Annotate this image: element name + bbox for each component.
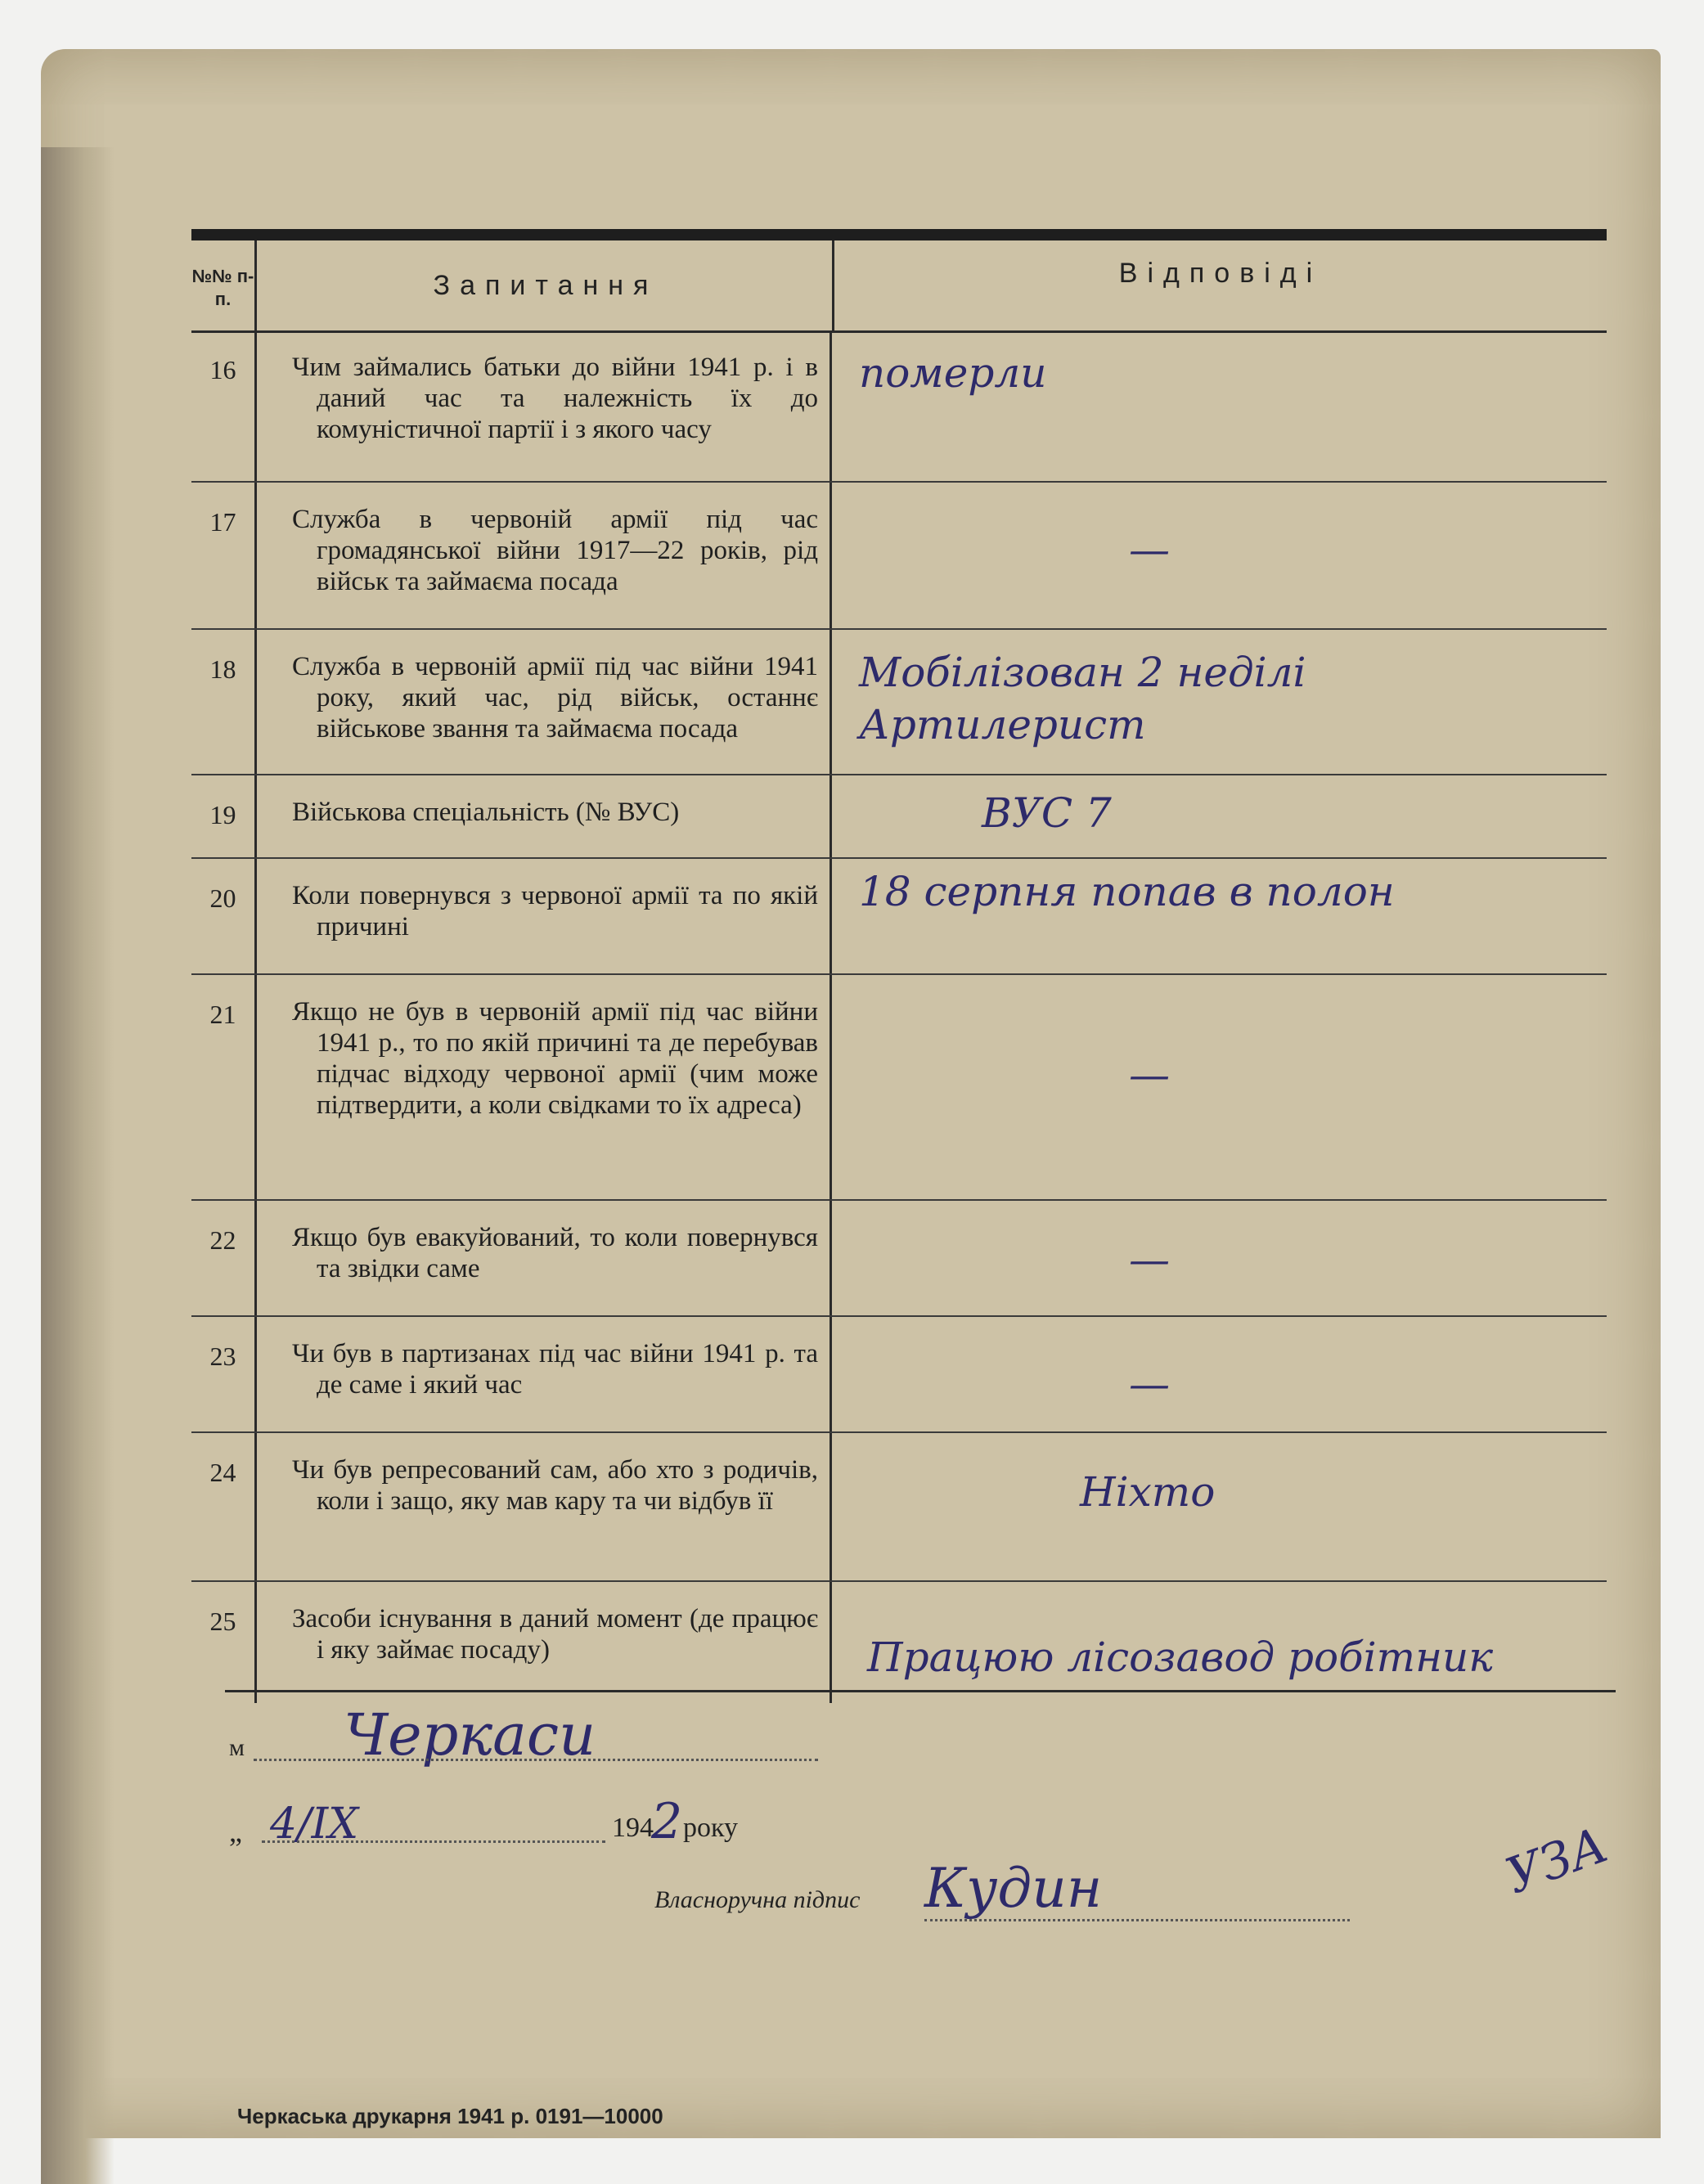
row-answer: Ніхто [1080,1468,1216,1516]
printer-imprint: Черкаська друкарня 1941 р. 0191—10000 [237,2104,663,2128]
questionnaire-table [191,330,1607,1703]
row-number: 17 [191,483,257,628]
number-column-header: №№ п-п. [191,240,257,330]
row-question: Якщо не був в червоній армії під час війни 1941 р., то по якій причині та де перебував підчас відходу червоної армії (чим може підтвердити, а коли свідками то їх адреса) [259,975,832,1199]
row-question: Якщо був евакуйований, то коли повернувся та звідки саме [259,1201,832,1315]
table-row [191,859,1607,975]
place-label: м [229,1734,245,1761]
table-row [191,1317,1607,1433]
table-row [191,1582,1607,1703]
signature: Кудин [924,1857,1103,1920]
row-answer: — [1129,1051,1170,1099]
date-dotted-line [262,1840,605,1843]
row-answer: померли [859,349,1047,397]
table-row [191,1201,1607,1317]
header-rule [191,229,1607,240]
date-value: 4/ІХ [270,1800,359,1849]
row-question: Засоби існування в даний момент (де працює і яку займає посаду) [259,1582,832,1703]
row-answer: — [1129,1360,1170,1408]
row-answer: Працюю лісозавод робітник [867,1634,1494,1681]
row-question: Коли повернувся з червоної армії та по якій причині [259,859,832,973]
table-header [191,240,1607,333]
row-number: 21 [191,975,257,1199]
bottom-rule [225,1690,1616,1692]
table-row [191,975,1607,1201]
year-prefix: 194 [612,1813,654,1843]
row-question: Військова спеціальність (№ ВУС) [259,775,832,857]
row-answer: Мобілізован 2 неділі Артилерист [859,649,1306,748]
signature-dotted-line [924,1919,1350,1921]
table-row [191,1433,1607,1582]
row-number: 25 [191,1582,257,1703]
row-question: Служба в червоній армії під час війни 1941 року, який час, рід військ, останнє військове звання та займаєма посада [259,630,832,774]
handwritten-initials: УЗА [1498,1816,1616,1906]
row-answer: ВУС 7 [982,789,1112,837]
page-edge [41,147,115,2184]
row-question: Чи був в партизанах під час війни 1941 р. та де саме і який час [259,1317,832,1431]
signature-label: Власноручна підпис [654,1886,861,1913]
place-dotted-line [254,1759,818,1761]
row-number: 16 [191,330,257,481]
row-number: 18 [191,630,257,774]
row-question: Чим займались батьки до війни 1941 р. і в даний час та належність їх до комуністичної партії і з якого часу [259,330,832,481]
year-suffix: року [683,1813,739,1843]
table-row [191,630,1607,775]
row-answer: 18 серпня попав в полон [859,868,1395,915]
row-answer: — [1129,1236,1170,1283]
question-column-header: Запитання [259,240,834,330]
row-number: 19 [191,775,257,857]
table-row [191,483,1607,630]
table-row [191,775,1607,859]
row-answer: — [1129,526,1170,573]
row-number: 20 [191,859,257,973]
row-number: 22 [191,1201,257,1315]
date-quote: „ [229,1815,242,1848]
row-number: 24 [191,1433,257,1580]
row-question: Служба в червоній армії під час громадянської війни 1917—22 років, рід військ та займаєма посада [259,483,832,628]
answer-column-header: Відповіді [1118,258,1323,289]
place-value: Черкаси [344,1701,596,1768]
row-question: Чи був репресований сам, або хто з родичів, коли і защо, яку мав кару та чи відбув її [259,1433,832,1580]
year-digit: 2 [651,1793,683,1850]
table-row [191,330,1607,483]
row-number: 23 [191,1317,257,1431]
